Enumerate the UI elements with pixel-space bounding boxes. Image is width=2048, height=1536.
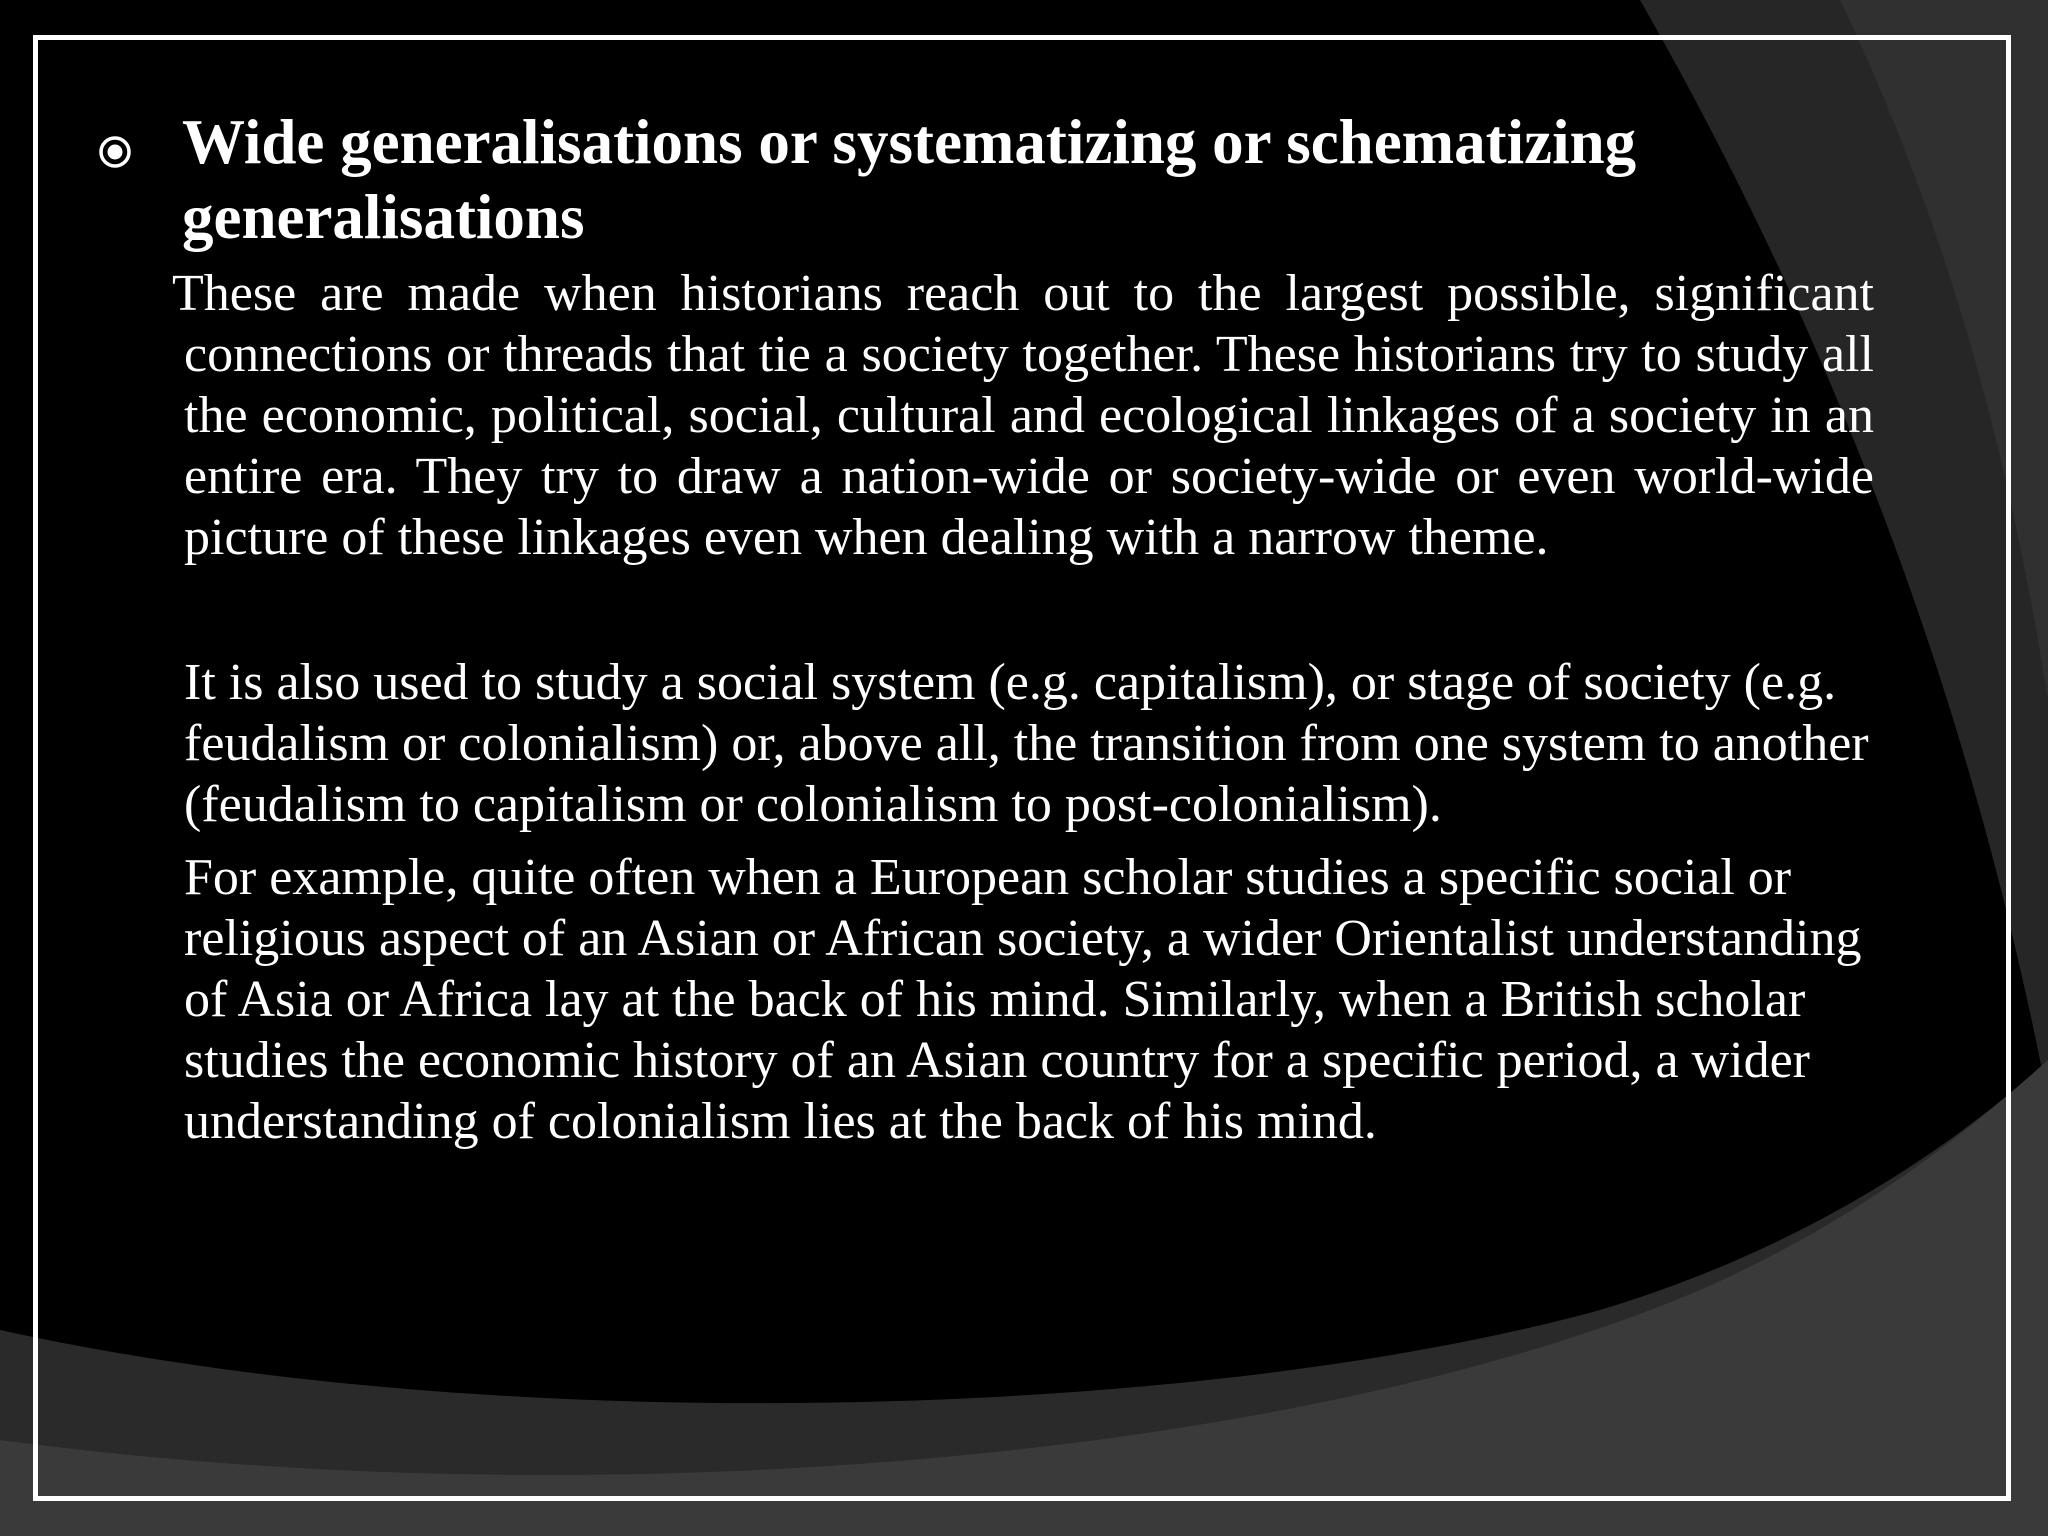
slide-heading: Wide generalisations or systematizing or schematizing generalisations: [182, 107, 1637, 252]
paragraph-example: For example, quite often when a European scholar studies a specific social or religious aspect of an Asian or African society, a wider Orientalist understanding of Asia or Africa lay at the back of his mind. Similarly, when a British scholar studies the economic history of an Asian country for a specific period, a wider understanding of colonialism lies at the back of his mind.: [184, 849, 1862, 1150]
bullet-item: [98, 105, 1878, 255]
paragraph-usage: It is also used to study a social system (e.g. capitalism), or stage of society (e.g. feudalism or colonialism) or, above all, the transition from one system to another (feudalism to capitalism or colonialism to post-colonialism).: [184, 654, 1869, 833]
slide-content: [98, 105, 1878, 1152]
circle-bullet-icon: [98, 105, 182, 169]
paragraph-definition: These are made when historians reach out to the largest possible, significant connections or threads that tie a society together. These historians try to study all the economic, political, social, cultural and ecological linkages of a society in an entire era. They try to draw a nation-wide or society-wide or even world-wide picture of these linkages even when dealing with a narrow theme.: [172, 265, 1874, 566]
